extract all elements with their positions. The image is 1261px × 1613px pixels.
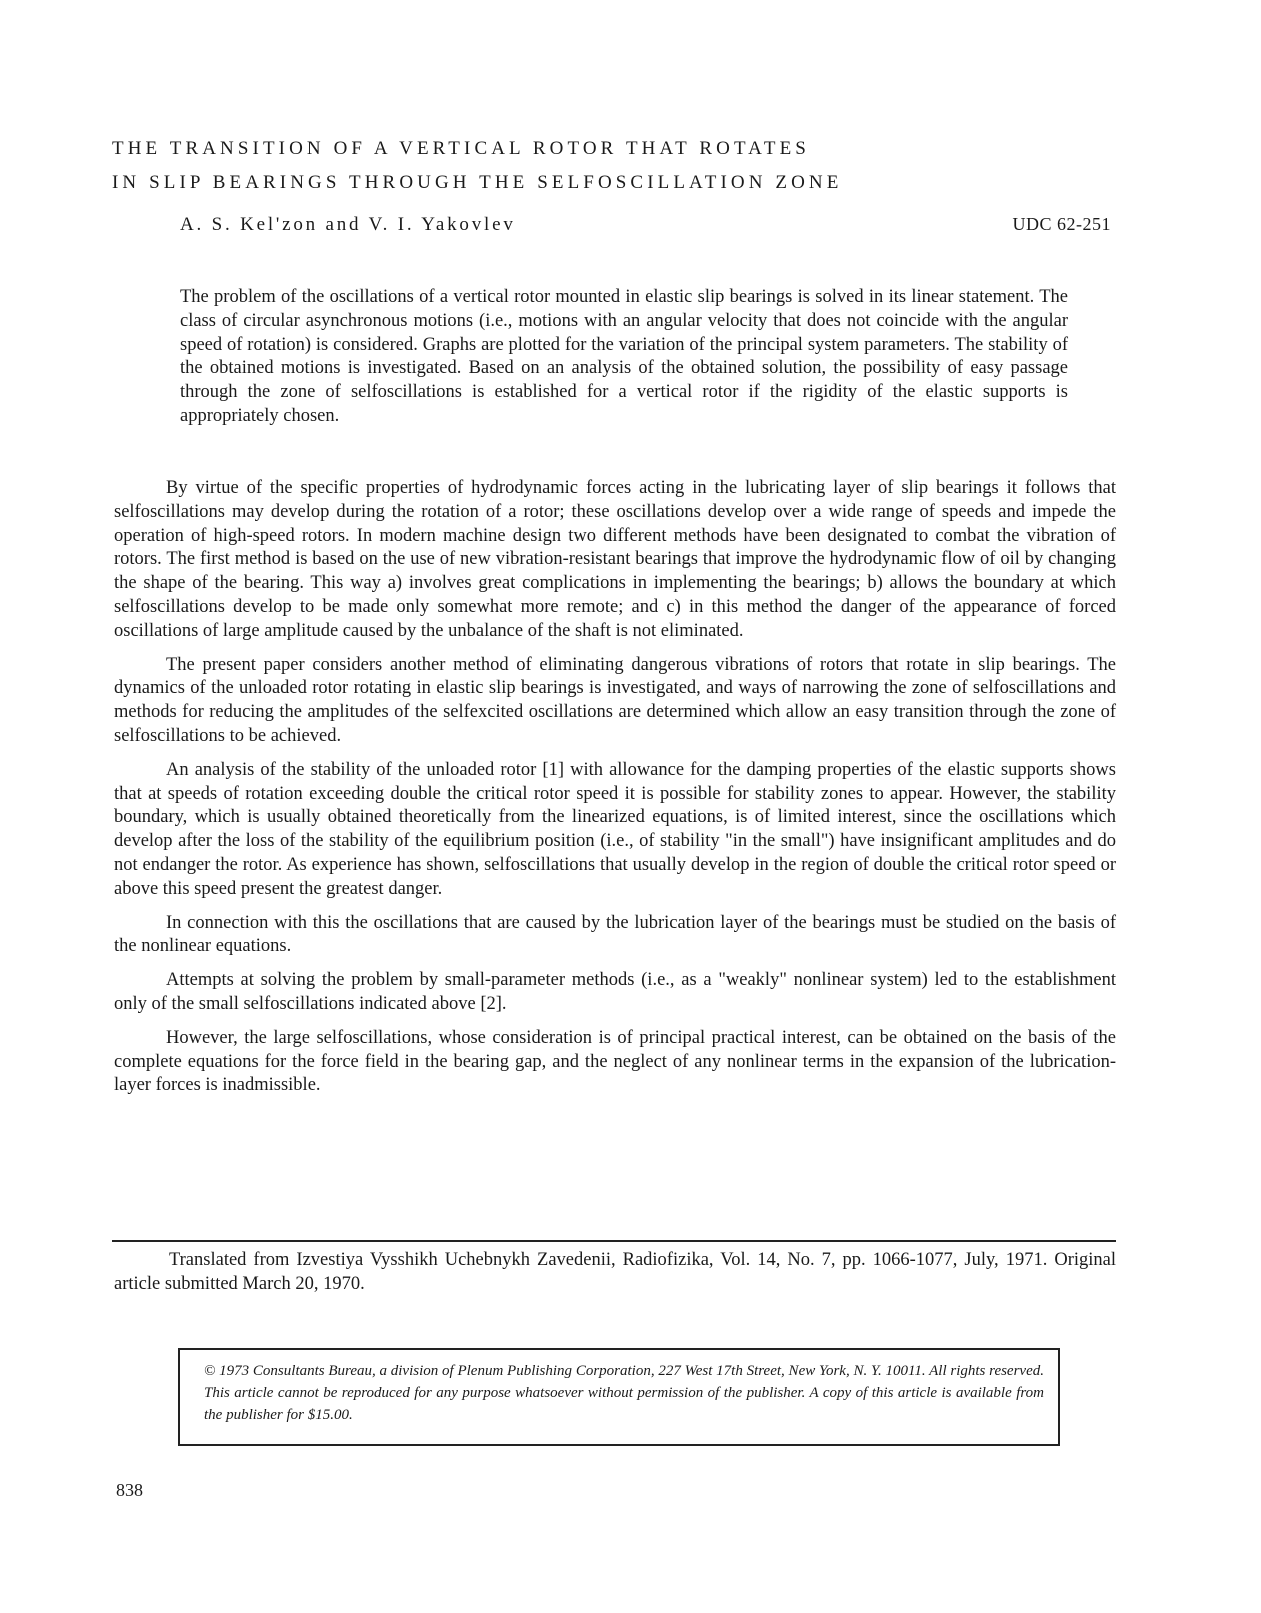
- body-paragraph: An analysis of the stability of the unloaded rotor [1] with allowance for the damping properties of the elastic supports shows that at speeds of rotation exceeding double the critical rotor speed it is possible for stability zones to appear. However, the stability boundary, which is usually obtained theoretically from the linearized equations, is of limited interest, since the oscillations which develop after the loss of the stability of the equilibrium position (i.e., of stability "in the small") have insignificant amplitudes and do not endanger the rotor. As experience has shown, selfoscillations that usually develop in the region of double the critical rotor speed or above this speed present the greatest danger.: [114, 759, 1116, 899]
- body-paragraph: Attempts at solving the problem by small-parameter methods (i.e., as a "weakly" nonlinear system) led to the establishment only of the small selfoscillations indicated above [2].: [114, 970, 1116, 1014]
- title-line-2: IN SLIP BEARINGS THROUGH THE SELFOSCILLATION ZONE: [112, 172, 843, 193]
- copyright-notice: © 1973 Consultants Bureau, a division of Plenum Publishing Corporation, 227 West 17th Street, New York, N. Y. 10011. All rights reserved. This article cannot be reproduced for any purpose whatsoever without permission of the publisher. A copy of this article is available from the publisher for $15.00.: [178, 1348, 1060, 1446]
- authors: A. S. Kel'zon and V. I. Yakovlev: [180, 214, 516, 235]
- article-title: [112, 132, 1112, 200]
- udc-code: UDC 62-251: [1012, 214, 1111, 234]
- article-body: [114, 477, 1116, 1108]
- body-paragraph: The present paper considers another method of eliminating dangerous vibrations of rotors that rotate in slip bearings. The dynamics of the unloaded rotor rotating in elastic slip bearings is investigated, and ways of narrowing the zone of selfoscillations and methods for reducing the amplitudes of the selfexcited oscillations are determined which allow an easy transition through the zone of selfoscillations to be achieved.: [114, 654, 1116, 746]
- abstract: The problem of the oscillations of a vertical rotor mounted in elastic slip bearings is solved in its linear statement. The class of circular asynchronous motions (i.e., motions with an angular velocity that does not coincide with the angular speed of rotation) is considered. Graphs are plotted for the variation of the principal system parameters. The stability of the obtained motions is investigated. Based on an analysis of the obtained solution, the possibility of easy passage through the zone of selfoscillations is established for a vertical rotor if the rigidity of the elastic supports is appropriately chosen.: [180, 287, 1068, 426]
- body-paragraph: In connection with this the oscillations that are caused by the lubrication layer of the bearings must be studied on the basis of the nonlinear equations.: [114, 912, 1116, 957]
- title-line-1: THE TRANSITION OF A VERTICAL ROTOR THAT ROTATES: [112, 138, 810, 159]
- footnote-divider: [112, 1240, 1116, 1242]
- page-number: 838: [116, 1480, 143, 1500]
- body-paragraph: By virtue of the specific properties of hydrodynamic forces acting in the lubricating layer of slip bearings it follows that selfoscillations may develop during the rotation of a rotor; these oscillations develop over a wide range of speeds and impede the operation of high-speed rotors. In modern machine design two different methods have been designated to combat the vibration of rotors. The first method is based on the use of new vibration-resistant bearings that improve the hydrodynamic flow of oil by changing the shape of the bearing. This way a) involves great complications in implementing the bearings; b) allows the boundary at which selfoscillations develop to be made only somewhat more remote; and c) in this method the danger of the appearance of forced oscillations of large amplitude caused by the unbalance of the shaft is not eliminated.: [114, 478, 1116, 641]
- translation-footnote: Translated from Izvestiya Vysshikh Uchebnykh Zavedenii, Radiofizika, Vol. 14, No. 7, pp. 1066-1077, July, 1971. Original article submitted March 20, 1970.: [114, 1250, 1116, 1294]
- body-paragraph: However, the large selfoscillations, whose consideration is of principal practical interest, can be obtained on the basis of the complete equations for the force field in the bearing gap, and the neglect of any nonlinear terms in the expansion of the lubrication-layer forces is inadmissible.: [114, 1027, 1116, 1096]
